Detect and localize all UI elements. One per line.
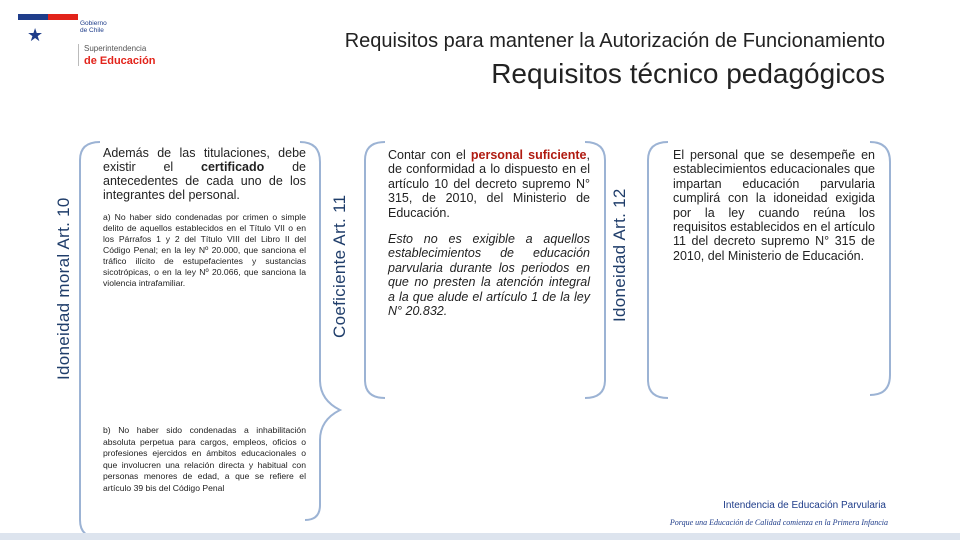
org-line2: de Educación: [84, 55, 156, 67]
section-label-idoneidad-moral: Idoneidad moral Art. 10: [54, 197, 73, 380]
org-line1: Superintendencia: [84, 44, 147, 53]
page-subtitle: Requisitos técnico pedagógicos: [491, 58, 885, 89]
col1-item-a: a) No haber sido condenadas por crimen o simple delito de aquellos establecidos en el Título VII o en los Párrafos 1 y 2 del Título VIII del Libro II del Código Penal; en la ley Nº 20.000, que sanciona el tráfico ilícito de estupefacientes y sustancias sicotrópicas, o en la ley Nº 20.066, que sanciona la violencia intrafamiliar.: [103, 212, 306, 288]
superintendencia-logo: [18, 14, 168, 74]
col2-text: [388, 148, 590, 318]
footer-band: [0, 533, 960, 540]
footer-org: Intendencia de Educación Parvularia: [723, 500, 886, 511]
brace-2: [365, 142, 385, 398]
brace-3: [648, 142, 668, 398]
col1-intro: Además de las titulaciones, debe existir el certificado de antecedentes de cada uno de los integrantes del personal.: [103, 146, 306, 202]
col2-exception: Esto no es exigible a aquellos establecimientos de educación parvularia durante los periodos en que no presten la atención integral a la que alude el artículo 1 de la ley N° 20.832.: [388, 232, 590, 319]
col3-text: El personal que se desempeñe en establecimientos educacionales que impartan educación parvularia cumplirá con la idoneidad exigida por la ley cuando reúna los requisitos establecidos en el artículo 11 del decreto supremo N° 315 de 2010, del Ministerio de Educación.: [673, 148, 875, 263]
col2-main: Contar con el personal suficiente, de conformidad a lo dispuesto en el artículo 10 del decreto supremo N° 315, de 2010, del Ministerio de Educación.: [388, 148, 590, 220]
section-label-idoneidad: Idoneidad Art. 12: [610, 188, 629, 322]
star-icon: ★: [27, 25, 44, 45]
flag-bar: [18, 14, 78, 20]
brace-1: [80, 142, 100, 538]
page-title: Requisitos para mantener la Autorización de Funcionamiento: [344, 30, 885, 52]
section-label-coeficiente: Coeficiente Art. 11: [330, 194, 349, 338]
footer-slogan: Porque una Educación de Calidad comienza en la Primera Infancia: [669, 518, 888, 527]
col1-item-b: b) No haber sido condenadas a inhabilitación absoluta perpetua para cargos, empleos, oficios o profesiones ejercidos en ámbitos educacionales o que involucren una relación directa y habitual con personas menores de edad, a que se refiere el artículo 39 bis del Código Penal: [103, 425, 306, 493]
col1-text: [103, 146, 306, 289]
gobierno-text: Gobierno de Chile: [80, 20, 107, 34]
